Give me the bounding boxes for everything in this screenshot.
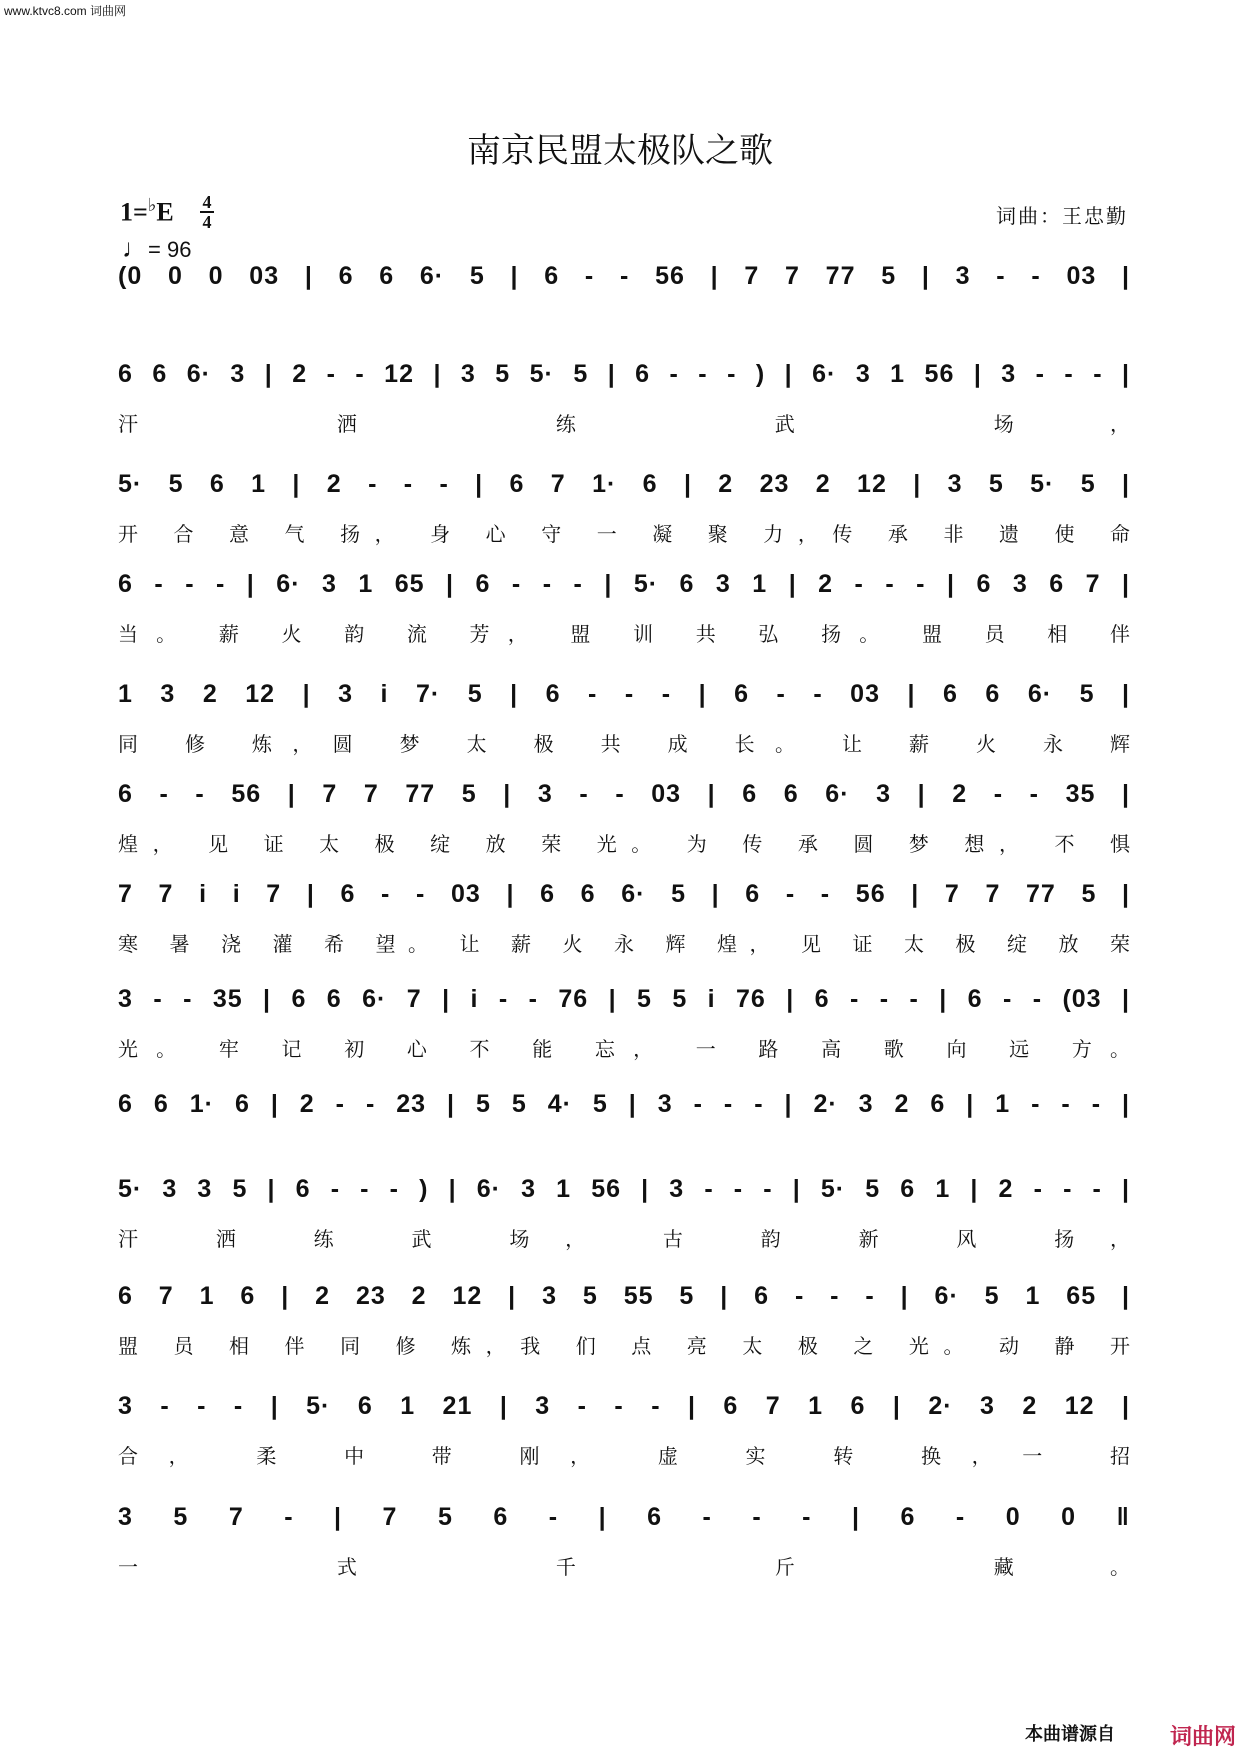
lyric-line: 盟 员 相 伴 同 修 炼，我 们 点 亮 太 极 之 光。 动 静 开 [118, 1334, 1130, 1358]
tempo-marking [122, 233, 191, 264]
notation-text: 5· 5 6 1 | 2 - - - | 6 7 1· 6 | 2 23 2 12 | 3 5 5· 5 | [118, 470, 1130, 498]
lyric-line: 汗 洒 练 武 场， [118, 412, 1130, 436]
notation-text: 3 - - - | 5· 6 1 21 | 3 - - - | 6 7 1 6 | 2· 3 2 12 | [118, 1392, 1130, 1420]
key-signature [120, 195, 174, 228]
music-line [118, 780, 1130, 820]
footer-brand: 词曲网 [1170, 1725, 1237, 1750]
key-one: 1= [120, 197, 148, 227]
music-line [118, 1392, 1130, 1432]
lyric-line: 汗 洒 练 武 场， 古 韵 新 风 扬， [118, 1227, 1130, 1251]
notation-text: 6 6 1· 6 | 2 - - 23 | 5 5 4· 5 | 3 - - - | 2· 3 2 6 | 1 - - - | [118, 1090, 1130, 1118]
site-watermark: www.ktvc8.com 词曲网 [4, 4, 127, 18]
music-line [118, 1503, 1130, 1543]
lyric-line: 当。 薪 火 韵 流 芳， 盟 训 共 弘 扬。 盟 员 相 伴 [118, 622, 1130, 646]
music-line [118, 880, 1130, 920]
music-line [118, 680, 1130, 720]
notation-text: 1 3 2 12 | 3 i 7· 5 | 6 - - - | 6 - - 03 | 6 6 6· 5 | [118, 680, 1130, 708]
notation-text: (0 0 0 03 | 6 6 6· 5 | 6 - - 56 | 7 7 77 5 | 3 - - 03 | [118, 262, 1130, 290]
lyric-line: 煌， 见 证 太 极 绽 放 荣 光。 为 传 承 圆 梦 想， 不 惧 [118, 832, 1130, 856]
music-line [118, 985, 1130, 1025]
key-flat: ♭ [147, 195, 157, 215]
music-line [118, 470, 1130, 510]
quarter-note-icon: ♩ [122, 233, 148, 263]
tempo-value: = 96 [148, 237, 192, 262]
notation-text: 7 7 i i 7 | 6 - - 03 | 6 6 6· 5 | 6 - - 56 | 7 7 77 5 | [118, 880, 1130, 908]
lyric-line: 开 合 意 气 扬， 身 心 守 一 凝 聚 力，传 承 非 遗 使 命 [118, 522, 1130, 546]
lyric-line: 寒 暑 浇 灌 希 望。 让 薪 火 永 辉 煌， 见 证 太 极 绽 放 荣 [118, 932, 1130, 956]
notation-text: 6 6 6· 3 | 2 - - 12 | 3 5 5· 5 | 6 - - - ) | 6· 3 1 56 | 3 - - - | [118, 360, 1130, 388]
notation-text: 3 5 7 - | 7 5 6 - | 6 - - - | 6 - 0 0 ‖ [118, 1503, 1130, 1531]
time-bottom: 4 [202, 212, 212, 232]
footer-source: 本曲谱源自 [1025, 1724, 1115, 1745]
lyric-line: 一 式 千 斤 藏。 [118, 1555, 1130, 1579]
key-letter: E [156, 197, 174, 227]
music-line [118, 360, 1130, 400]
music-line [118, 1282, 1130, 1322]
lyric-line: 合， 柔 中 带 刚， 虚 实 转 换，一 招 [118, 1444, 1130, 1468]
music-line [118, 262, 1130, 302]
music-line [118, 1175, 1130, 1215]
time-top: 4 [202, 192, 212, 212]
music-line [118, 1090, 1130, 1130]
lyric-line: 光。 牢 记 初 心 不 能 忘， 一 路 高 歌 向 远 方。 [118, 1037, 1130, 1061]
song-title: 南京民盟太极队之歌 [467, 131, 773, 171]
time-signature [200, 193, 214, 231]
lyric-line: 同 修 炼，圆 梦 太 极 共 成 长。 让 薪 火 永 辉 [118, 732, 1130, 756]
notation-text: 5· 3 3 5 | 6 - - - ) | 6· 3 1 56 | 3 - - - | 5· 5 6 1 | 2 - - - | [118, 1175, 1130, 1203]
notation-text: 6 - - - | 6· 3 1 65 | 6 - - - | 5· 6 3 1 | 2 - - - | 6 3 6 7 | [118, 570, 1130, 598]
credit: 词曲：王忠勤 [996, 204, 1128, 228]
music-line [118, 570, 1130, 610]
notation-text: 3 - - 35 | 6 6 6· 7 | i - - 76 | 5 5 i 76 | 6 - - - | 6 - - (03 | [118, 985, 1130, 1013]
notation-text: 6 - - 56 | 7 7 77 5 | 3 - - 03 | 6 6 6· 3 | 2 - - 35 | [118, 780, 1130, 808]
notation-text: 6 7 1 6 | 2 23 2 12 | 3 5 55 5 | 6 - - - | 6· 5 1 65 | [118, 1282, 1130, 1310]
